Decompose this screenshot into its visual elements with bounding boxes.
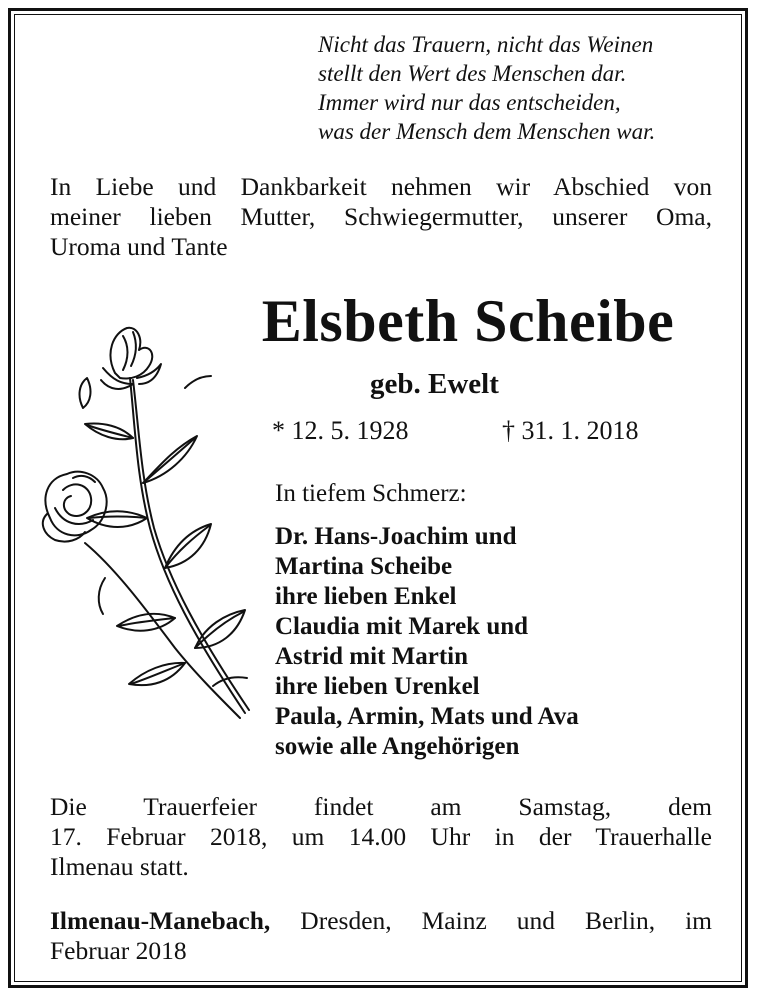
- poem-line: stellt den Wert des Menschen dar.: [318, 61, 627, 86]
- mourner-line: Martina Scheibe: [275, 553, 453, 580]
- mourner-line: ihre lieben Urenkel: [275, 673, 480, 700]
- place-date: Februar 2018: [50, 936, 187, 965]
- intro-text: [50, 172, 712, 262]
- service-line: 17. Februar 2018, um 14.00 Uhr in der Trauerhalle: [50, 822, 712, 851]
- intro-line: Uroma und Tante: [50, 232, 228, 261]
- mourning-heading: In tiefem Schmerz:: [275, 480, 467, 507]
- birth-name: geb. Ewelt: [370, 368, 499, 400]
- service-line: Die Trauerfeier findet am Samstag, dem: [50, 792, 712, 821]
- intro-line: meiner lieben Mutter, Schwiegermutter, unserer Oma,: [50, 202, 712, 231]
- place-line: [50, 906, 712, 936]
- mourner-line: ihre lieben Enkel: [275, 583, 457, 610]
- mourners-list: [275, 522, 579, 762]
- rose-illustration: [25, 318, 270, 728]
- mourner-line: Claudia mit Marek und: [275, 613, 529, 640]
- deceased-name: Elsbeth Scheibe: [261, 288, 675, 354]
- death-date: † 31. 1. 2018: [502, 416, 639, 445]
- mourner-line: Astrid mit Martin: [275, 643, 469, 670]
- poem-line: Immer wird nur das entscheiden,: [318, 90, 621, 115]
- place-cities: Dresden, Mainz und Berlin, im: [270, 906, 712, 935]
- service-info: [50, 792, 712, 882]
- place-and-date: [50, 906, 712, 966]
- poem-line: Nicht das Trauern, nicht das Weinen: [318, 32, 654, 57]
- birth-date: * 12. 5. 1928: [272, 416, 409, 445]
- poem-line: was der Mensch dem Menschen war.: [318, 119, 656, 144]
- mourner-line: Dr. Hans-Joachim und: [275, 523, 517, 550]
- place-city: Ilmenau-Manebach,: [50, 906, 271, 935]
- mourner-line: sowie alle Angehörigen: [275, 733, 520, 760]
- mourner-line: Paula, Armin, Mats und Ava: [275, 703, 579, 730]
- service-line: Ilmenau statt.: [50, 852, 189, 881]
- intro-line: In Liebe und Dankbarkeit nehmen wir Abschied von: [50, 172, 712, 201]
- poem: [318, 30, 728, 146]
